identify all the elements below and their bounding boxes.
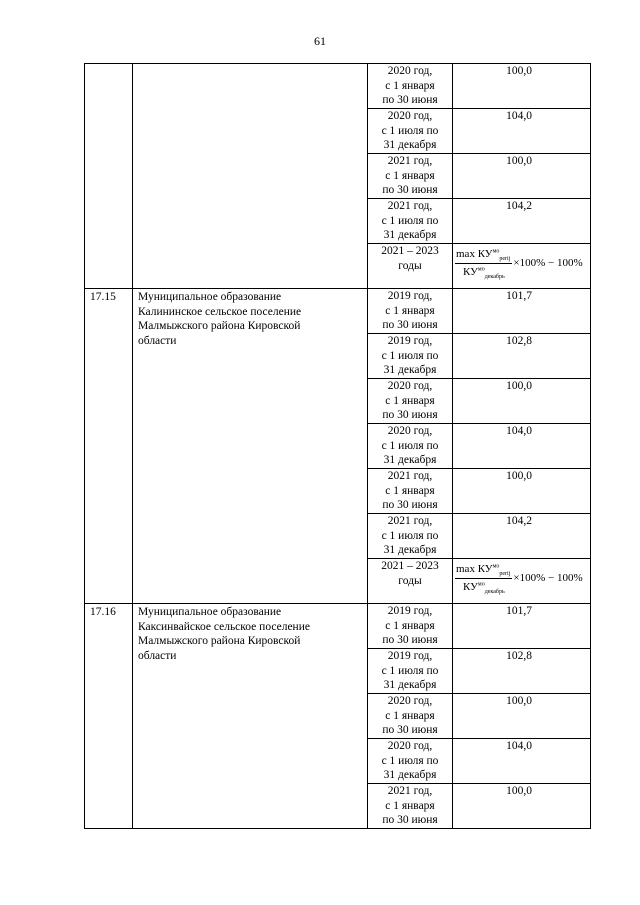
period-cell: 2021 год, с 1 января по 30 июня	[368, 469, 453, 514]
period-cell: 2021 год, с 1 января по 30 июня	[368, 784, 453, 829]
period-cell: 2021 год, с 1 января по 30 июня	[368, 154, 453, 199]
page-number: 61	[314, 34, 326, 48]
period-cell: 2021 – 2023 годы	[368, 244, 453, 289]
value-cell: 100,0	[453, 64, 591, 109]
municipality-cell: Муниципальное образование Калининское сельское поселение Малмыжского района Кировской области	[133, 289, 368, 604]
formula: $\frac{\max КУ^{мо}_{perij}}{КУ^{мо}_{декабрь}}$ ×100% − 100%	[456, 248, 583, 280]
row-number-cell: 17.16	[85, 604, 133, 829]
period-cell: 2019 год, с 1 июля по 31 декабря	[368, 649, 453, 694]
period-cell: 2020 год, с 1 января по 30 июня	[368, 694, 453, 739]
value-cell: 102,8	[453, 334, 591, 379]
value-cell: 101,7	[453, 604, 591, 649]
value-cell: 100,0	[453, 784, 591, 829]
value-cell: 104,0	[453, 739, 591, 784]
period-cell: 2019 год, с 1 июля по 31 декабря	[368, 334, 453, 379]
value-cell: 104,2	[453, 514, 591, 559]
row-number-cell: 17.15	[85, 289, 133, 604]
period-cell: 2020 год, с 1 июля по 31 декабря	[368, 424, 453, 469]
formula-cell	[453, 559, 591, 604]
row-number-cell	[85, 64, 133, 289]
period-cell: 2020 год, с 1 января по 30 июня	[368, 64, 453, 109]
value-cell: 100,0	[453, 154, 591, 199]
value-cell: 100,0	[453, 379, 591, 424]
municipality-cell	[133, 64, 368, 289]
table-row	[85, 289, 591, 334]
value-cell: 104,2	[453, 199, 591, 244]
period-cell: 2021 год, с 1 июля по 31 декабря	[368, 199, 453, 244]
value-cell: 104,0	[453, 424, 591, 469]
tariff-table	[84, 63, 591, 829]
period-cell: 2019 год, с 1 января по 30 июня	[368, 604, 453, 649]
period-cell: 2020 год, с 1 июля по 31 декабря	[368, 739, 453, 784]
table-row	[85, 604, 591, 649]
value-cell: 100,0	[453, 694, 591, 739]
value-cell: 102,8	[453, 649, 591, 694]
formula: $\frac{\max КУ^{мо}_{perij}}{КУ^{мо}_{декабрь}}$ ×100% − 100%	[456, 563, 583, 595]
period-cell: 2020 год, с 1 июля по 31 декабря	[368, 109, 453, 154]
table-row	[85, 64, 591, 109]
municipality-cell: Муниципальное образование Каксинвайское сельское поселение Малмыжского района Кировской области	[133, 604, 368, 829]
period-cell: 2020 год, с 1 января по 30 июня	[368, 379, 453, 424]
formula-cell	[453, 244, 591, 289]
value-cell: 104,0	[453, 109, 591, 154]
period-cell: 2021 – 2023 годы	[368, 559, 453, 604]
period-cell: 2021 год, с 1 июля по 31 декабря	[368, 514, 453, 559]
value-cell: 101,7	[453, 289, 591, 334]
value-cell: 100,0	[453, 469, 591, 514]
period-cell: 2019 год, с 1 января по 30 июня	[368, 289, 453, 334]
